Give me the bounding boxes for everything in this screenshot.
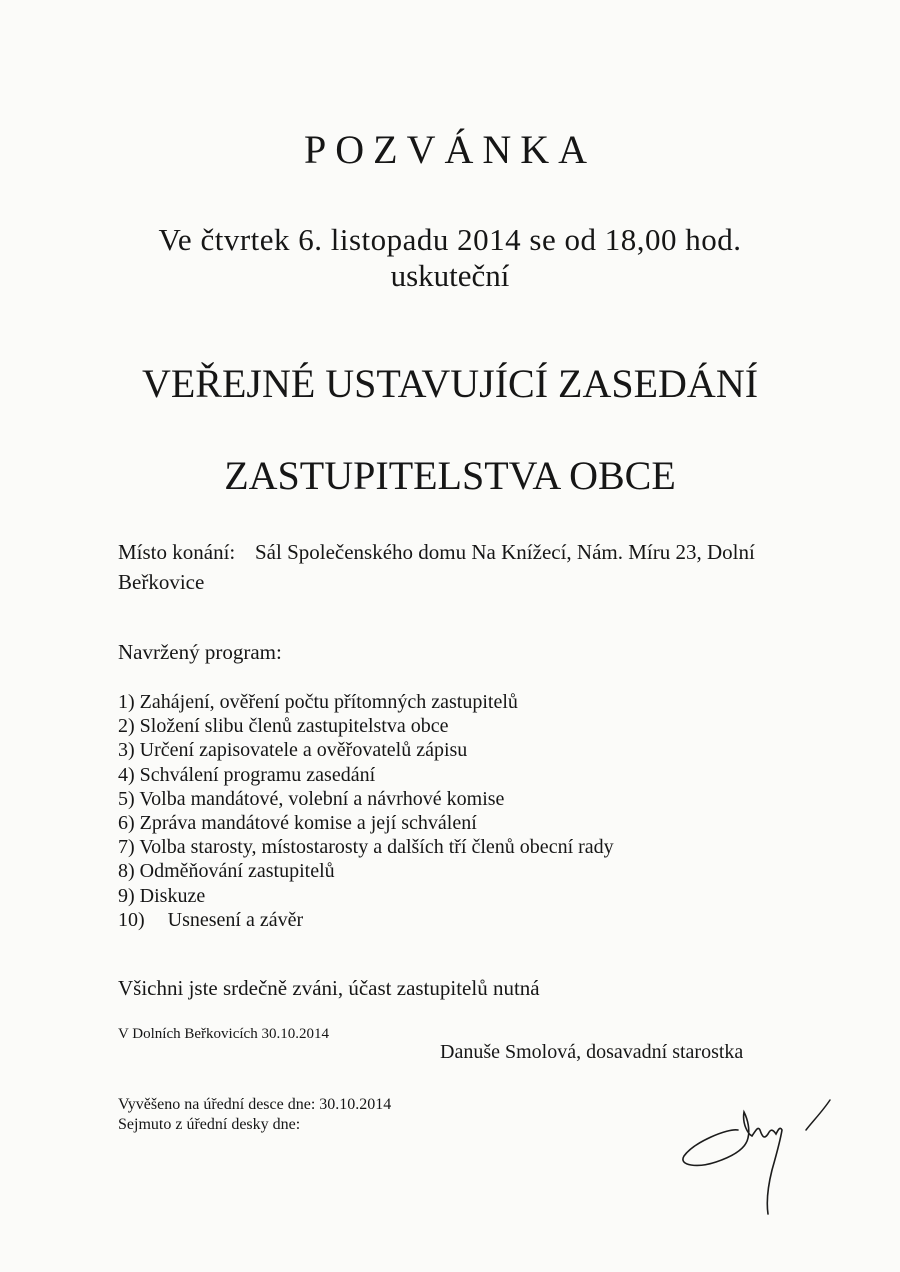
agenda-item: 10) Usnesení a závěr: [118, 908, 304, 931]
signer-name: Danuše Smolová, dosavadní starostka: [440, 1041, 744, 1063]
meeting-date-line: Ve čtvrtek 6. listopadu 2014 se od 18,00 hod.: [158, 222, 742, 257]
handwritten-signature-icon: [676, 1090, 846, 1250]
meeting-heading-line-1: VEŘEJNÉ USTAVUJÍCÍ ZASEDÁNÍ: [141, 361, 759, 406]
place-value-continued: Beřkovice: [118, 570, 205, 594]
place-and-date: V Dolních Beřkovicích 30.10.2014: [118, 1026, 329, 1042]
agenda-item: 6) Zpráva mandátové komise a její schválení: [118, 812, 477, 835]
agenda-list: [118, 690, 614, 932]
posted-on-board: Vyvěšeno na úřední desce dne: 30.10.2014: [118, 1096, 392, 1113]
place-label: Místo konání:: [118, 540, 236, 564]
agenda-item: 4) Schválení programu zasedání: [118, 763, 376, 786]
agenda-item: 8) Odměňování zastupitelů: [118, 860, 335, 883]
closing-sentence: Všichni jste srdečně zváni, účast zastupitelů nutná: [118, 976, 540, 1000]
meeting-date-line-2: uskuteční: [390, 258, 510, 293]
agenda-item: 9) Diskuze: [118, 884, 206, 907]
program-label: Navržený program:: [118, 640, 282, 664]
agenda-item: 2) Složení slibu členů zastupitelstva obce: [118, 715, 449, 738]
document-title: POZVÁNKA: [304, 127, 596, 172]
agenda-item: 3) Určení zapisovatele a ověřovatelů zápisu: [118, 739, 468, 762]
agenda-item: 1) Zahájení, ověření počtu přítomných zastupitelů: [118, 691, 518, 713]
agenda-item: 7) Volba starosty, místostarosty a dalších tří členů obecní rady: [118, 836, 614, 859]
place-value: Sál Společenského domu Na Knížecí, Nám. Míru 23, Dolní: [255, 540, 755, 564]
agenda-item: 5) Volba mandátové, volební a návrhové komise: [118, 787, 505, 810]
meeting-heading-line-2: ZASTUPITELSTVA OBCE: [224, 453, 676, 498]
removed-from-board: Sejmuto z úřední desky dne:: [118, 1116, 301, 1133]
